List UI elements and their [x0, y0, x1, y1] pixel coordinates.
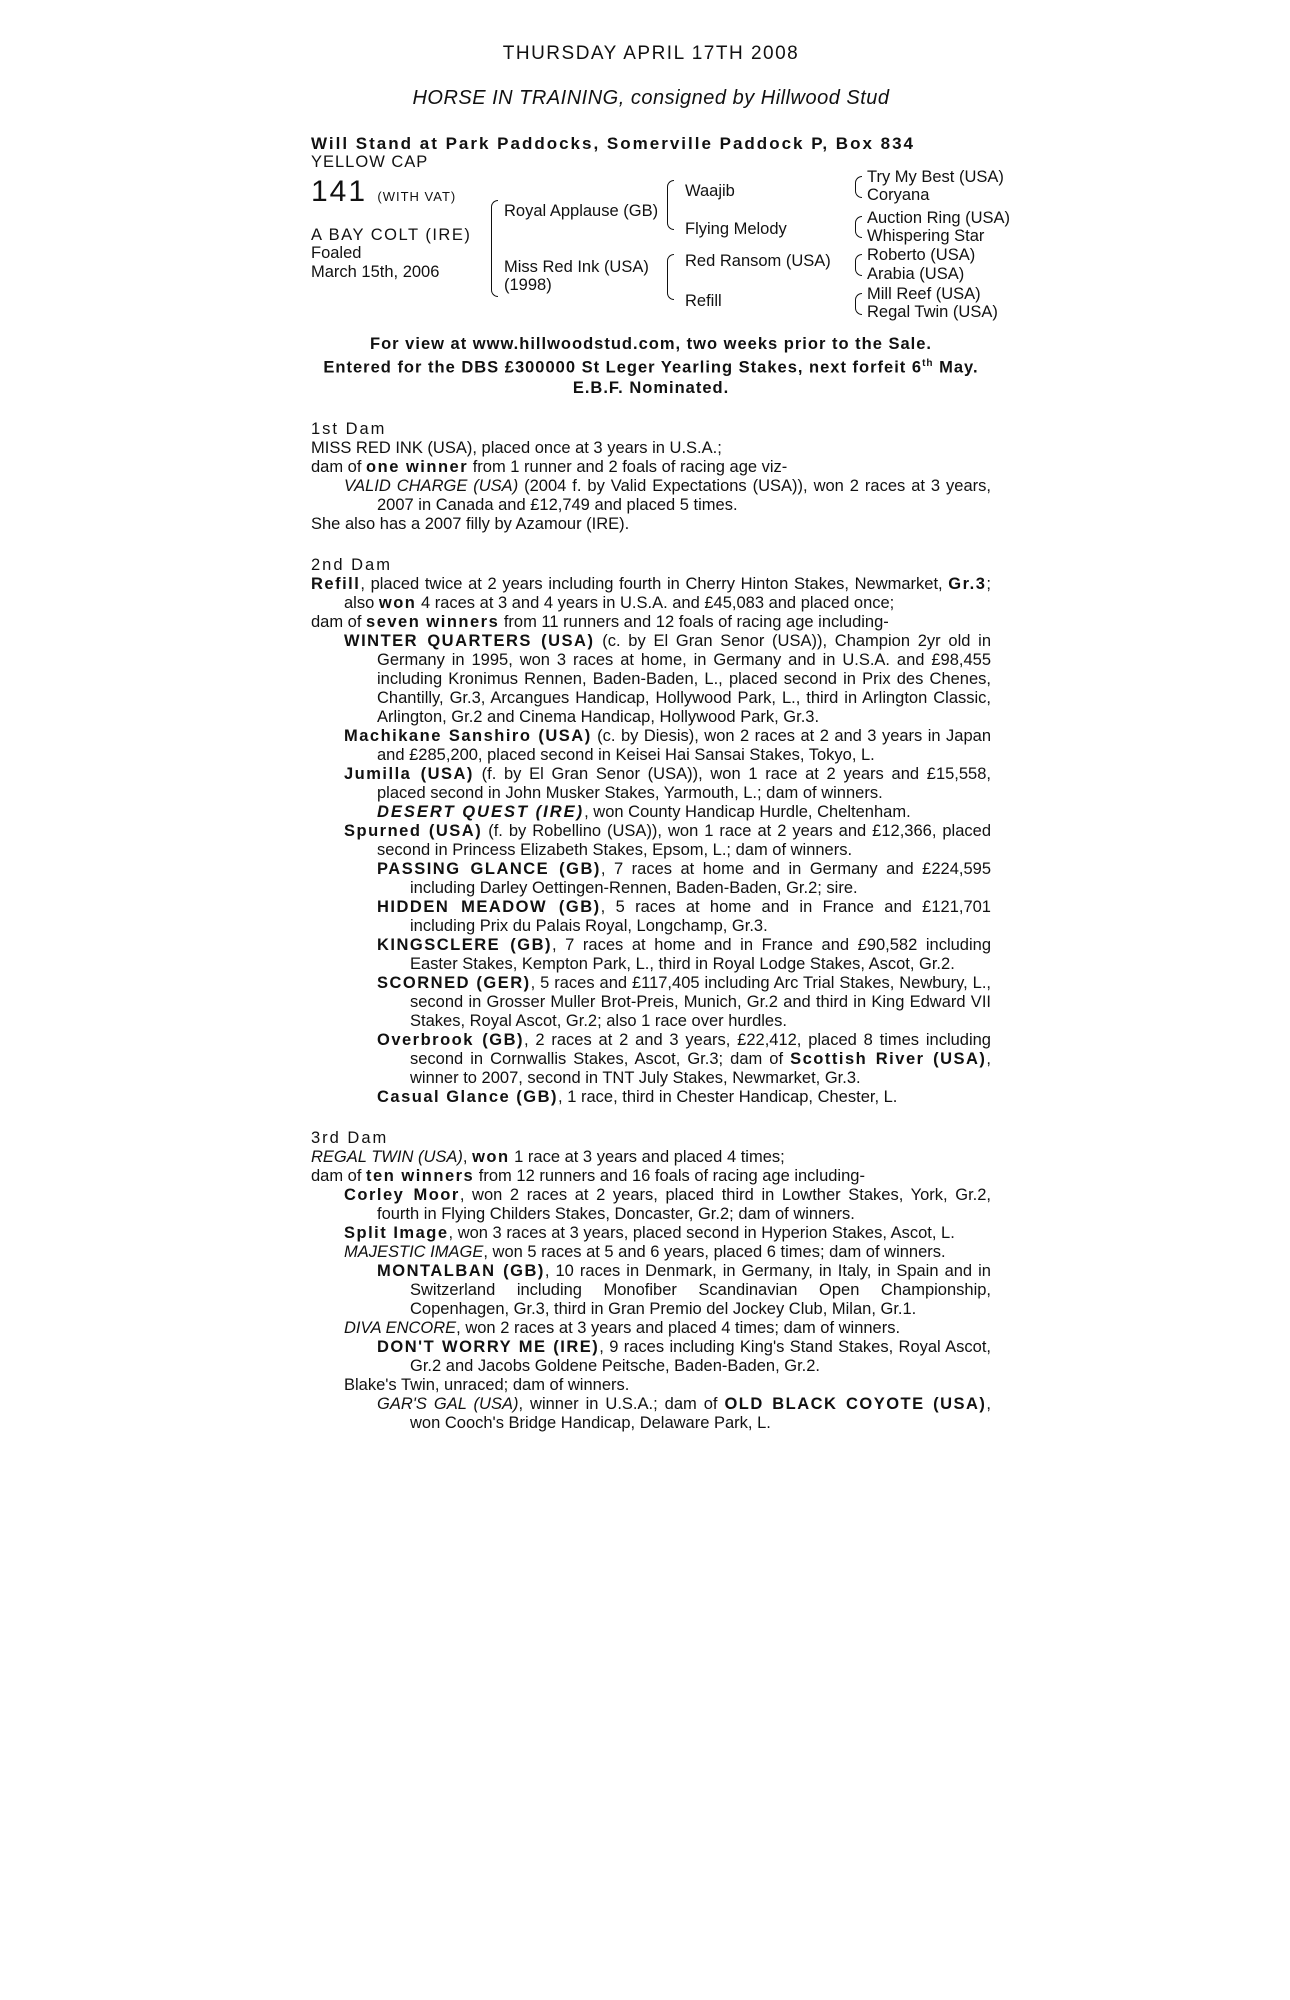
first-dam-produce — [311, 458, 991, 477]
progeny-name: Casual Glance (GB) — [377, 1087, 559, 1106]
progeny-name: SCORNED (GER) — [377, 973, 531, 992]
second-dam-line — [311, 575, 991, 613]
winners-count: ten winners — [366, 1166, 475, 1185]
progeny-text: (f. by El Gran Senor (USA)), won 1 race at 2 years and £15,558, placed second in John Musker Stakes, Yarmouth, L.; dam of winners. — [377, 764, 991, 802]
pedigree-ssd: Coryana — [867, 186, 930, 204]
text: dam of — [311, 1166, 367, 1185]
brace-3a — [855, 176, 862, 198]
text: 4 races at 3 and 4 years in U.S.A. and £45,083 and placed once; — [416, 593, 895, 612]
progeny-entry: Blake's Twin, unraced; dam of winners. — [344, 1375, 630, 1394]
progeny-text: , 2 races at 2 and 3 years, £22,412, placed 8 times including second in Cornwallis Stakes, Ascot, Gr.3; dam of — [410, 1030, 991, 1068]
progeny-entry — [344, 765, 991, 803]
progeny-entry — [377, 936, 991, 974]
pedigree-sire: Royal Applause (GB) — [504, 202, 659, 220]
pedigree-sds: Auction Ring (USA) — [867, 209, 1011, 227]
progeny-entry — [344, 1186, 991, 1224]
vat-note: (WITH VAT) — [377, 189, 457, 204]
progeny-name: DESERT QUEST (IRE) — [377, 802, 585, 821]
text: from 1 runner and 2 foals of racing age viz- — [468, 457, 788, 476]
progeny-text: , winner to 2007, second in TNT July Stakes, Newmarket, Gr.3. — [410, 1049, 992, 1087]
brace-2a — [667, 180, 674, 230]
text: dam of — [311, 612, 367, 631]
progeny-name: Split Image — [344, 1223, 449, 1242]
progeny-text: , won 3 races at 3 years, placed second in Hyperion Stakes, Ascot, L. — [448, 1223, 955, 1242]
progeny-entry — [344, 1224, 991, 1243]
brace-1 — [491, 200, 498, 297]
pedigree-sdd: Whispering Star — [867, 227, 985, 245]
progeny-name: KINGSCLERE (GB) — [377, 935, 552, 954]
first-dam-line: MISS RED INK (USA), placed once at 3 years in U.S.A.; — [311, 438, 722, 457]
section-heading: HORSE IN TRAINING, consigned by Hillwood Stud — [412, 87, 890, 109]
brace-3b — [855, 216, 862, 238]
lot-notes — [311, 334, 991, 398]
progeny-name: Jumilla (USA) — [344, 764, 474, 783]
text: ; also — [344, 574, 991, 612]
progeny-name: DON'T WORRY ME (IRE) — [377, 1337, 600, 1356]
progeny-text: (2004 f. by Valid Expectations (USA)), won 2 races at 3 years, 2007 in Canada and £12,749 and placed 5 times. — [377, 476, 991, 514]
pedigree-dam-year: (1998) — [504, 276, 552, 294]
second-dam-produce — [311, 613, 991, 632]
progeny-text: , 7 races at home and in France and £90,582 including Easter Stakes, Kempton Park, L., third in Royal Lodge Stakes, Ascot, Gr.2. — [410, 935, 991, 973]
progeny-text: , 5 races and £117,405 including Arc Trial Stakes, Newbury, L., second in Grosser Muller Brot-Preis, Munich, Gr.2 and third in King Edward VII Stakes, Royal Ascot, Gr.2; also 1 race over hurdles. — [410, 973, 991, 1030]
pedigree-dds: Mill Reef (USA) — [867, 285, 981, 303]
progeny-name: VALID CHARGE (USA) — [344, 476, 519, 495]
progeny-entry — [344, 727, 991, 765]
progeny-name: MAJESTIC IMAGE — [344, 1242, 484, 1261]
winners-count: one winner — [366, 457, 469, 476]
foaled-label: Foaled — [311, 244, 362, 262]
progeny-entry — [344, 1319, 991, 1338]
third-dam-produce — [311, 1167, 991, 1186]
first-dam-title: 1st Dam — [311, 419, 387, 438]
text: 1 race at 3 years and placed 4 times; — [509, 1147, 785, 1166]
progeny-entry — [377, 1262, 991, 1319]
entered-text: Entered for the DBS £300000 St Leger Yearling Stakes, next forfeit 6 — [323, 358, 923, 377]
progeny-entry — [377, 1088, 991, 1107]
second-dam-title: 2nd Dam — [311, 555, 392, 574]
winners-count: seven winners — [366, 612, 500, 631]
grade: Gr.3 — [948, 574, 987, 593]
third-dam-title: 3rd Dam — [311, 1128, 389, 1147]
progeny-entry — [344, 632, 991, 727]
progeny-name: OLD BLACK COYOTE (USA) — [724, 1394, 987, 1413]
progeny-name: DIVA ENCORE — [344, 1318, 457, 1337]
pedigree-dam: Miss Red Ink (USA) — [504, 258, 649, 276]
first-dam-note: She also has a 2007 filly by Azamour (IRE). — [311, 514, 630, 533]
lot-number-value: 141 — [311, 175, 368, 208]
text: , — [462, 1147, 473, 1166]
progeny-text: , won 2 races at 2 years, placed third in Lowther Stakes, York, Gr.2, fourth in Flying Childers Stakes, Doncaster, Gr.2; dam of winners. — [377, 1185, 991, 1223]
progeny-name: HIDDEN MEADOW (GB) — [377, 897, 601, 916]
text: from 12 runners and 16 foals of racing age including- — [474, 1166, 865, 1185]
brace-3d — [855, 293, 862, 315]
progeny-entry — [377, 898, 991, 936]
progeny-text: , 9 races including King's Stand Stakes, Royal Ascot, Gr.2 and Jacobs Goldene Peitsche, Baden-Baden, Gr.2. — [410, 1337, 992, 1375]
progeny-entry — [377, 803, 991, 822]
progeny-name: Spurned (USA) — [344, 821, 483, 840]
catalogue-page — [311, 43, 1011, 1433]
dam-name: Refill — [311, 574, 361, 593]
entered-end: May. — [933, 358, 979, 377]
pedigree-dd: Refill — [685, 292, 722, 310]
progeny-name: GAR'S GAL (USA) — [377, 1394, 519, 1413]
progeny-text: , won County Handicap Hurdle, Cheltenham. — [584, 802, 911, 821]
progeny-text: (c. by El Gran Senor (USA)), Champion 2yr old in Germany in 1995, won 3 races at home, in Germany and in U.S.A. and £98,455 including Kronimus Rennen, Baden-Baden, L., placed second in Prix des Chenes, Chantilly, Gr.3, Arcangues Handicap, Hollywood Park, L., third in Arlington Classic, Arlington, Gr.2 and Cinema Handicap, Hollywood Park, Gr.3. — [377, 631, 991, 726]
entered-sup: th — [922, 358, 934, 369]
brace-3c — [855, 254, 862, 276]
progeny-entry — [344, 822, 991, 860]
pedigree-dss: Roberto (USA) — [867, 246, 976, 264]
third-dam-section — [311, 1129, 991, 1433]
progeny-name: MONTALBAN (GB) — [377, 1261, 545, 1280]
entered-note — [311, 354, 991, 378]
progeny-entry — [344, 1243, 991, 1262]
progeny-name: WINTER QUARTERS (USA) — [344, 631, 595, 650]
pedigree-ds: Red Ransom (USA) — [685, 252, 831, 270]
progeny-text: , won 2 races at 3 years and placed 4 times; dam of winners. — [456, 1318, 901, 1337]
pedigree-ss: Waajib — [685, 182, 735, 200]
pedigree-sd: Flying Melody — [685, 220, 787, 238]
cap-colour: YELLOW CAP — [311, 153, 429, 171]
progeny-entry — [377, 860, 991, 898]
progeny-text: , 1 race, third in Chester Handicap, Chester, L. — [558, 1087, 898, 1106]
dam-name: REGAL TWIN (USA) — [311, 1147, 463, 1166]
progeny-text: (f. by Robellino (USA)), won 1 race at 2 years and £12,366, placed second in Princess Elizabeth Stakes, Epsom, L.; dam of winners. — [377, 821, 991, 859]
progeny-text: , 10 races in Denmark, in Germany, in Italy, in Spain and in Switzerland including Monofiber Scandinavian Open Championship, Copenhagen, Gr.3, third in Gran Premio del Jockey Club, Milan, Gr.1. — [410, 1261, 991, 1318]
progeny-text: , won 5 races at 5 and 6 years, placed 6 times; dam of winners. — [483, 1242, 946, 1261]
text: dam of — [311, 457, 367, 476]
view-note: For view at www.hillwoodstud.com, two weeks prior to the Sale. — [370, 335, 932, 353]
progeny-entry — [377, 1338, 991, 1376]
text: from 11 runners and 12 foals of racing age including- — [499, 612, 889, 631]
third-dam-line — [311, 1148, 991, 1167]
progeny-text: , 7 races at home and in Germany and £224,595 including Darley Oettingen-Rennen, Baden-Baden, Gr.2; sire. — [410, 859, 991, 897]
progeny-entry — [377, 974, 991, 1031]
progeny-text: , 5 races at home and in France and £121,701 including Prix du Palais Royal, Longchamp, Gr.3. — [410, 897, 991, 935]
progeny-text: , won Cooch's Bridge Handicap, Delaware Park, L. — [410, 1394, 991, 1432]
won: won — [472, 1147, 510, 1166]
horse-name: A BAY COLT (IRE) — [311, 226, 472, 244]
progeny-name: Overbrook (GB) — [377, 1030, 524, 1049]
progeny-name: Machikane Sanshiro (USA) — [344, 726, 592, 745]
ebf-note: E.B.F. Nominated. — [572, 378, 730, 397]
progeny-text: (c. by Diesis), won 2 races at 2 and 3 years in Japan and £285,200, placed second in Keisei Hai Sansai Stakes, Tokyo, L. — [377, 726, 992, 764]
stand-location: Will Stand at Park Paddocks, Somerville Paddock P, Box 834 — [311, 134, 916, 153]
progeny-name: Corley Moor — [344, 1185, 460, 1204]
won: won — [378, 593, 417, 612]
second-dam-section — [311, 556, 991, 1107]
progeny-entry — [377, 1031, 991, 1088]
pedigree-ddd: Regal Twin (USA) — [867, 303, 998, 321]
text: , placed twice at 2 years including fourth in Cherry Hinton Stakes, Newmarket, — [360, 574, 949, 593]
progeny-entry — [344, 477, 991, 515]
first-dam-section — [311, 420, 991, 534]
progeny-name: Scottish River (USA) — [790, 1049, 987, 1068]
pedigree-block — [311, 168, 1011, 334]
pedigree-dsd: Arabia (USA) — [867, 265, 965, 283]
progeny-text: , winner in U.S.A.; dam of — [518, 1394, 725, 1413]
foaled-date: March 15th, 2006 — [311, 263, 440, 281]
sale-date: THURSDAY APRIL 17TH 2008 — [502, 43, 800, 64]
progeny-name: PASSING GLANCE (GB) — [377, 859, 601, 878]
lot-number — [311, 175, 457, 208]
progeny-entry — [377, 1395, 991, 1433]
pedigree-sss: Try My Best (USA) — [867, 168, 1004, 186]
brace-2b — [667, 254, 674, 300]
